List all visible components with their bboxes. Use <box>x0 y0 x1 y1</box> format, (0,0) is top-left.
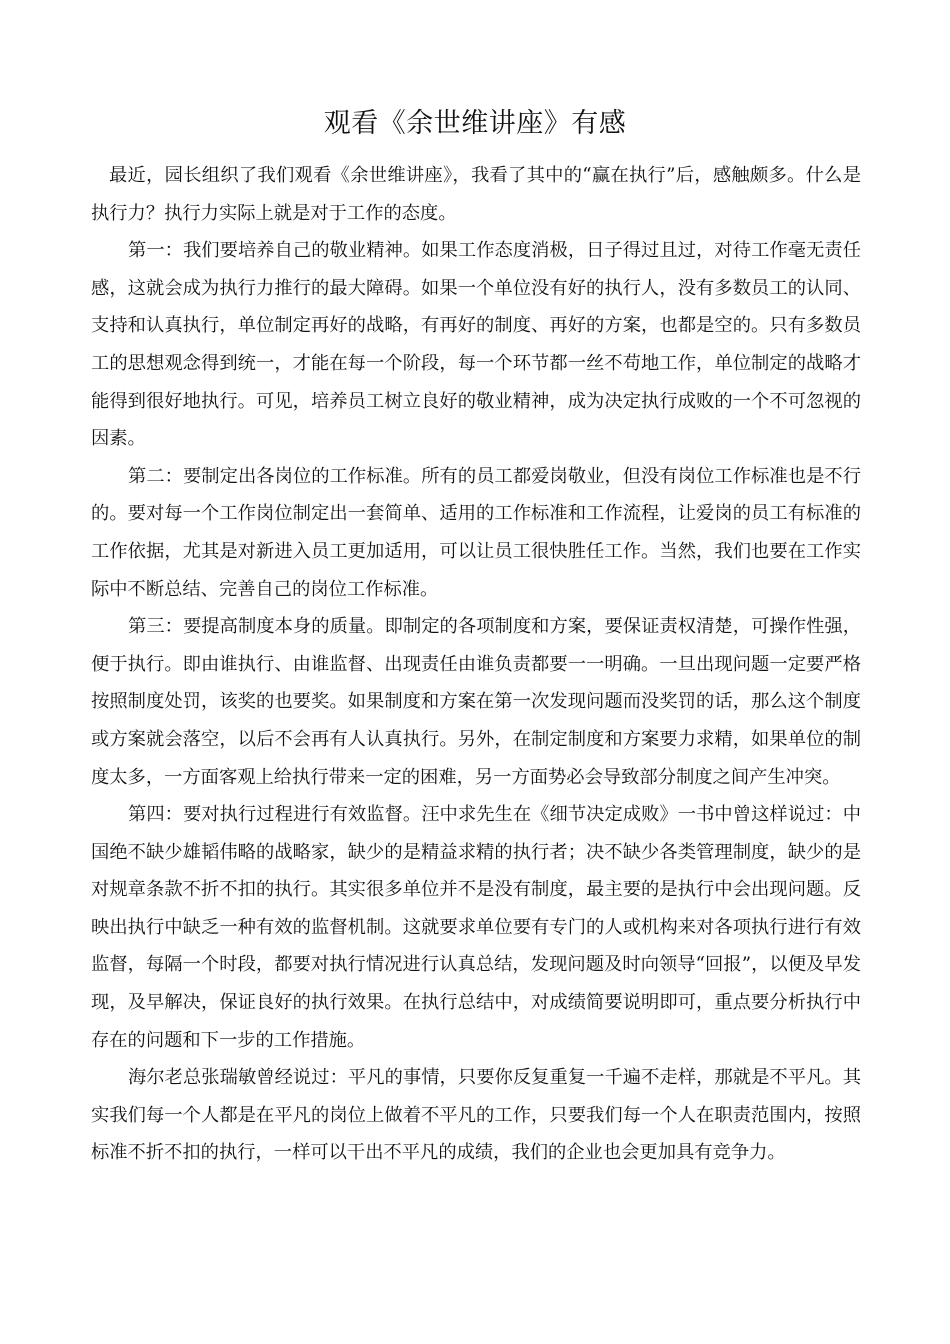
paragraph-point-three: 第三：要提高制度本身的质量。即制定的各项制度和方案，要保证责权清楚，可操作性强，便于执行。即由谁执行、由谁监督、出现责任由谁负责都要一一明确。一旦出现问题一定要严格按照制度处罚，该奖的也要奖。如果制度和方案在第一次发现问题而没奖罚的话，那么这个制度或方案就会落空，以后不会再有人认真执行。另外，在制定制度和方案要力求精，如果单位的制度太多，一方面客观上给执行带来一定的困难，另一方面势必会导致部分制度之间产生冲突。 <box>91 616 861 788</box>
paragraph-conclusion: 海尔老总张瑞敏曾经说过：平凡的事情，只要你反复重复一千遍不走样，那就是不平凡。其实我们每一个人都是在平凡的岗位上做着不平凡的工作，只要我们每一个人在职责范围内，按照标准不折不扣的执行，一样可以干出不平凡的成绩，我们的企业也会更加具有竞争力。 <box>91 1067 861 1164</box>
paragraph-point-two: 第二：要制定出各岗位的工作标准。所有的员工都爱岗敬业，但没有岗位工作标准也是不行的。要对每一个工作岗位制定出一套简单、适用的工作标准和工作流程，让爱岗的员工有标准的工作依据，尤其是对新进入员工更加适用，可以让员工很快胜任工作。当然，我们也要在工作实际中不断总结、完善自己的岗位工作标准。 <box>91 465 861 600</box>
document-title: 观看《余世维讲座》有感 <box>323 108 627 139</box>
paragraph-point-one: 第一：我们要培养自己的敬业精神。如果工作态度消极，日子得过且过，对待工作毫无责任感，这就会成为执行力推行的最大障碍。如果一个单位没有好的执行人，没有多数员工的认同、支持和认真执行，单位制定再好的战略，有再好的制度、再好的方案，也都是空的。只有多数员工的思想观念得到统一，才能在每一个阶段，每一个环节都一丝不苟地工作，单位制定的战略才能得到很好地执行。可见，培养员工树立良好的敬业精神，成为决定执行成败的一个不可忽视的因素。 <box>91 240 861 450</box>
paragraph-point-four: 第四：要对执行过程进行有效监督。汪中求先生在《细节决定成败》一书中曾这样说过：中国绝不缺少雄韬伟略的战略家，缺少的是精益求精的执行者；决不缺少各类管理制度，缺少的是对规章条款不折不扣的执行。其实很多单位并不是没有制度，最主要的是执行中会出现问题。反映出执行中缺乏一种有效的监督机制。这就要求单位要有专门的人或机构来对各项执行进行有效监督，每隔一个时段，都要对执行情况进行认真总结，发现问题及时向领导“回报”，以便及早发现，及早解决，保证良好的执行效果。在执行总结中，对成绩简要说明即可，重点要分析执行中存在的问题和下一步的工作措施。 <box>91 804 861 1051</box>
paragraph-intro: 最近，园长组织了我们观看《余世维讲座》，我看了其中的“赢在执行”后，感触颇多。什么是执行力？执行力实际上就是对于工作的态度。 <box>91 165 861 224</box>
document-body <box>91 157 861 1172</box>
